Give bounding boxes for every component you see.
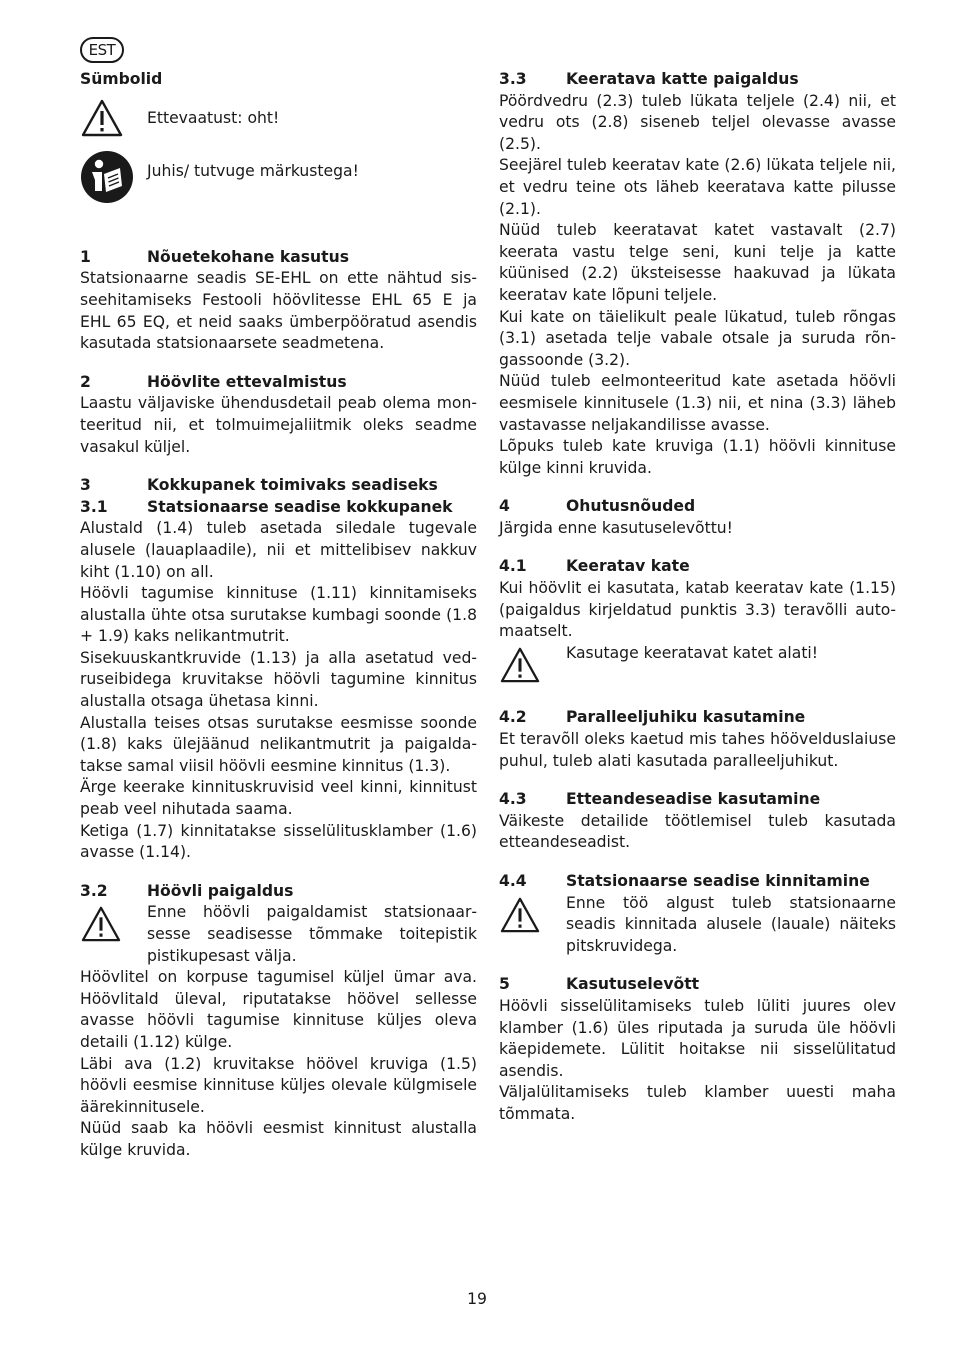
symbol-warning-row [80,98,477,145]
warning-triangle-icon [80,98,147,145]
paragraph: Sisekuuskantkruvide (1.13) ja alla asetatud vedruseibidega kruvitakse höövli tagumine kinnitus alustalla otsaga ühetasa kinni. [80,648,477,711]
section-4-2-text: Et teravõll oleks kaetud mis tahes höövelduslaiuse puhul, tuleb alati kasutada paralleeljuhikut. [499,730,896,770]
paragraph: Lõpuks tuleb kate kruviga (1.1) höövli kinnituse külge kinni kruvida. [499,437,896,477]
paragraph: Nüüd tuleb keeratavat katet vastavalt (2.7) keerata vastu telge seni, kuni telje ja katte küünised (2.2) üksteisesse haakuvad ja lükata keeratav kate lõpuni teljele. [499,221,896,304]
section-3-heading: 3 Kokkupanek toimivaks seadiseks [80,476,438,495]
section-5-heading: 5 Kasutuselevõtt [499,975,700,994]
section-4-1-heading: 4.1 Keeratav kate [499,557,690,576]
warning-text: Enne töö algust tuleb statsionaarne seadis kinnitada alusele (lauale) näiteks pitskruvidega. [566,893,896,955]
section-4-4-warning [499,893,896,958]
paragraph: Kui kate on täielikult peale lükatud, tuleb rõngas (3.1) asetada telje vabale otsale ja suruda rõngassoonde (3.2). [499,307,896,369]
left-column [80,69,477,1162]
paragraph: Nüüd tuleb eelmonteeritud kate asetada höövli eesmisele kinnitusele (1.3) nii, et nina (3.3) läheb vastavasse neljakandilisse avasse. [499,372,896,434]
symbols-heading: Sümbolid [80,70,163,88]
right-column [499,69,896,1126]
paragraph: Väljalülitamiseks tuleb klamber uuesti maha tõmmata. [499,1083,896,1123]
paragraph: Ketiga (1.7) kinnitatakse sisselülitusklamber (1.6) avasse (1.14). [80,821,477,862]
section-3-2-warning [80,902,477,967]
section-4-1-warning [499,643,896,691]
section-4-text: Järgida enne kasutuselevõttu! [499,518,733,537]
warning-triangle-icon [499,643,566,691]
section-3-3-heading: 3.3 Keeratava katte paigaldus [499,70,799,88]
section-4-heading: 4 Ohutusnõuded [499,497,696,516]
section-4-3-heading: 4.3 Etteandeseadise kasutamine [499,790,821,809]
section-2-heading: 2 Höövlite ettevalmistus [80,372,347,391]
section-4-3-text: Väikeste detailide töötlemisel tuleb kasutada etteandeseadist. [499,811,896,852]
section-3-2-heading: 3.2 Höövli paigaldus [80,881,294,900]
paragraph: Nüüd saab ka höövli eesmist kinnitust alustalla külge kruvida. [80,1119,477,1159]
symbol-warning-label: Ettevaatust: oht! [147,108,280,127]
paragraph: Pöördvedru (2.3) tuleb lükata teljele (2.4) nii, et vedru ots (2.8) siseneb teljel olevasse avasse (2.5). [499,91,896,153]
symbol-instructions-row [80,150,477,211]
section-2-text: Laastu väljaviske ühendusdetail peab olema monteeritud nii, et tolmuimejaliitmik oleks seadme vasakul küljel. [80,394,477,456]
paragraph: Alustald (1.4) tuleb asetada siledale tugevale alusele (lauaplaadile), nii et mittelibisev nakkuv kiht (1.10) on all. [80,519,477,581]
warning-text: Kasutage keeratavat katet alati! [566,643,819,662]
paragraph: Ärge keerake kinnituskruvisid veel kinni, kinnitust peab veel nihutada saama. [80,778,477,819]
warning-triangle-icon [80,902,147,950]
paragraph: Höövli tagumise kinnituse (1.11) kinnitamiseks alustalla ühte otsa surutakse kumbagi soonde (1.8 + 1.9) kaks nelikantmutrit. [80,584,477,646]
paragraph: Höövlitel on korpuse tagumisel küljel ümar ava. Höövlitald üleval, riputatakse höövel sellesse avasse höövli tagumise kinnituse küljes oleva detaili (1.12) külge. [80,968,477,1051]
paragraph: Läbi ava (1.2) kruvitakse höövel kruviga (1.5) höövli eesmise kinnituse küljes olevale külgmisele äärekinnitusele. [80,1054,477,1116]
paragraph: Alustalla teises otsas surutakse eesmisse soonde (1.8) kaks ülejäänud nelikantmutrit ja paigaldatakse samal viisil höövli eesmine kinnitus (1.3). [80,713,477,775]
section-4-4-heading: 4.4 Statsionaarse seadise kinnitamine [499,872,870,890]
section-3-1-heading: 3.1 Statsionaarse seadise kokkupanek [80,497,453,516]
language-badge: EST [80,37,124,63]
section-4-2-heading: 4.2 Paralleeljuhiku kasutamine [499,708,806,727]
section-4-1-text: Kui höövlit ei kasutata, katab keeratav kate (1.15) (paigaldus kirjeldatud punktis 3.3) teravõlli automaatselt. [499,579,896,641]
symbol-instructions-label: Juhis/ tutvuge märkustega! [147,162,359,181]
page-number: 19 [467,1290,487,1308]
warning-text: Enne höövli paigaldamist statsionaarsesse seadisesse tõmmake toitepistik pistikupesast välja. [147,903,477,965]
paragraph: Höövli sisselülitamiseks tuleb lüliti juures olev klamber (1.6) üles riputada ja suruda üle höövli käepidemete. Lülitit hoitakse nii sisselülitatud asendis. [499,996,896,1080]
section-1-text: Statsionaarne seadis SE-EHL on ette nähtud sisseehitamiseks Festooli höövlitesse EHL 65 E ja EHL 65 EQ, et neid saaks ümberpööratud asendis kasutada statsionaarsete seadmetena. [80,269,477,353]
read-instructions-icon [80,150,147,211]
paragraph: Seejärel tuleb keeratav kate (2.6) lükata teljele nii, et vedru teine ots läheb keeratava katte pilusse (2.1). [499,156,896,218]
warning-triangle-icon [499,893,566,941]
section-1-heading: 1 Nõuetekohane kasutus [80,247,349,266]
